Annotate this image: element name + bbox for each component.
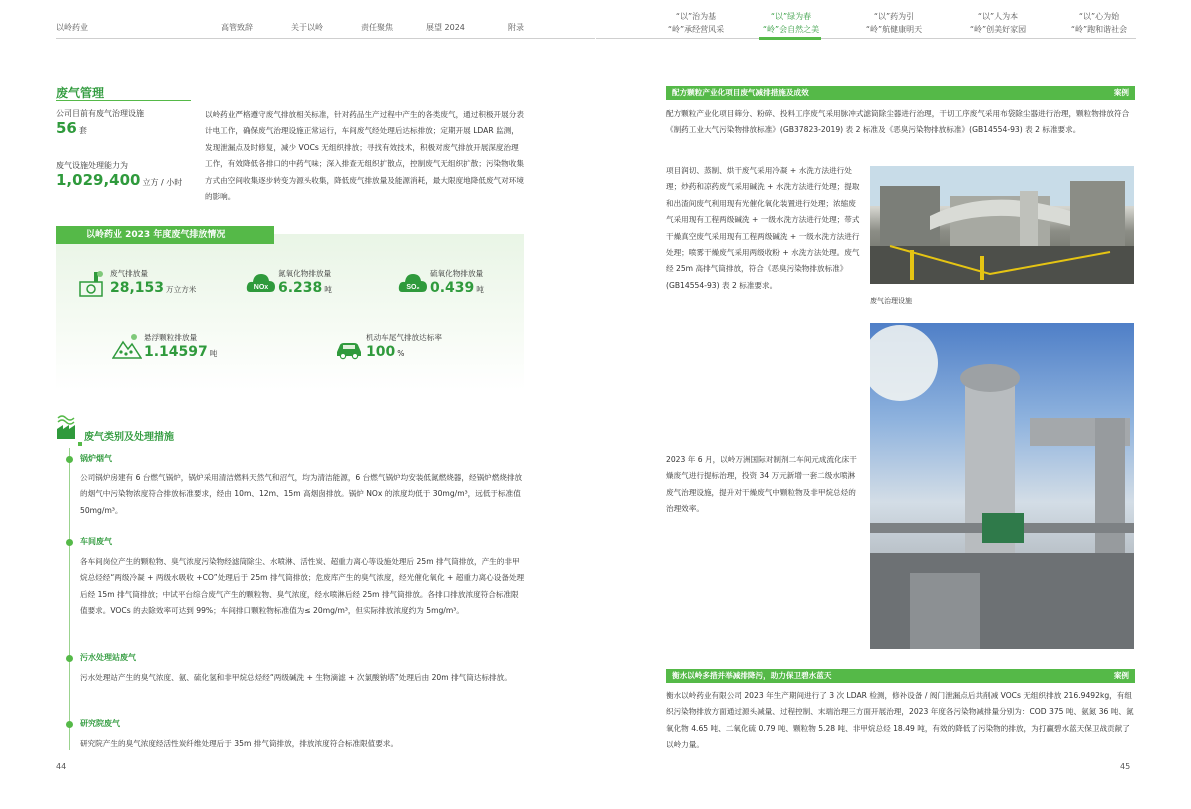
case1-detail: 项目润切、蒸制、烘干废气采用冷凝 + 水洗方法进行处理；炒药和凉药废气采用碱洗 + 水洗方法进行处理；提取和出渣间废气利用现有光催化氧化装置进行处理；浓缩废气采用现有工程两级碱洗 + 一级水洗方法进行处理；带式干燥真空废气采用现有工程两级碱洗 + 一级水洗方法进行处理；喷雾干燥废气采用两级收粉 + 水洗方法处理。废气经 25m 高排气筒排放，符合《恶臭污染物排放标准》(GB14554-93) 表 2 标准要求。 — [666, 166, 860, 290]
category-heading-marker — [78, 442, 82, 446]
category-institute-title: 研究院废气 — [80, 719, 120, 728]
factory-emission-icon — [78, 268, 108, 298]
case2-tag: 案例 — [1113, 671, 1129, 680]
car-exhaust-icon — [334, 332, 364, 362]
svg-text:SO₂: SO₂ — [406, 284, 420, 291]
emission-value: 100 — [366, 344, 396, 360]
emission-unit: 吨 — [324, 285, 332, 294]
category-workshop-title: 车间废气 — [80, 537, 112, 546]
nav-item-outlook[interactable]: 展望 2024 — [426, 23, 465, 32]
emission-value: 1.14597 — [144, 344, 208, 360]
case1-result: 2023 年 6 月，以岭万洲国际对制剂二车间元成流化床干燥废气进行提标治理，投资 34 万元新增一套二级水喷淋废气治理设施，提升对干燥废气中颗粒物及非甲烷总烃的治理效率。 — [666, 455, 857, 514]
emission-value: 28,153 — [110, 280, 165, 296]
nav-item-executive[interactable]: 高管致辞 — [221, 23, 253, 32]
timeline-dot — [66, 655, 73, 662]
chapter-tab-people[interactable]: “以”人为本 “岭”创美好家园 — [969, 12, 1027, 34]
category-boiler-text: 公司锅炉房建有 6 台燃气锅炉，锅炉采用清洁燃料天然气和沼气，均为清洁能源，6 台燃气锅炉均安装低氮燃烧器，经锅炉燃烧排放的烟气中污染物浓度符合排放标准要求，经由 10m、12m、15m 高烟囱排放。锅炉 NOx 的浓度均低于 30mg/m³，远低于标准值 50mg/m³。 — [80, 473, 523, 515]
active-chapter-indicator — [759, 37, 821, 40]
header-right — [596, 10, 1191, 40]
photo1-caption: 废气治理设施 — [870, 297, 912, 305]
nox-cloud-icon — [246, 268, 276, 298]
emission-unit: 吨 — [209, 349, 218, 358]
stat-capacity-unit: 立方 / 小时 — [142, 178, 183, 187]
particulate-mountain-icon — [112, 332, 142, 362]
timeline-dot — [66, 721, 73, 728]
spray-tower-photo-illustration — [870, 323, 1134, 649]
header-left — [56, 18, 595, 38]
svg-text:NOx: NOx — [253, 284, 269, 291]
category-title: 废气类别及处理措施 — [84, 432, 174, 443]
stat-facilities — [56, 108, 144, 137]
stat-facilities-value: 56 — [56, 119, 77, 137]
category-wastewater-title: 污水处理站废气 — [80, 653, 136, 662]
stat-facilities-unit: 套 — [78, 126, 87, 135]
case1-tag: 案例 — [1113, 88, 1129, 97]
page-left — [0, 0, 595, 809]
header-divider — [56, 38, 595, 39]
emission-unit: % — [397, 349, 405, 358]
emission-name: 废气排放量 — [110, 269, 148, 278]
photo-spray-tower — [870, 323, 1134, 649]
category-institute-text: 研究院产生的臭气浓度经活性炭纤维处理后于 35m 排气筒排放，排放浓度符合标准限值要求。 — [80, 739, 399, 748]
case1-title: 配方颗粒产业化项目废气减排措施及成效 — [672, 88, 809, 97]
page-right — [596, 0, 1191, 809]
chapter-tab-governance[interactable]: “以”治为基 “岭”承经营风采 — [667, 12, 725, 34]
chapter-tab-medicine[interactable]: “以”药为引 “岭”航健康明天 — [865, 12, 923, 34]
facility-photo-illustration — [870, 166, 1134, 284]
timeline-line — [69, 448, 70, 750]
case2-text: 衡水以岭药业有限公司 2023 年生产期间进行了 3 次 LDAR 检测，修补设备 / 阀门泄漏点后共削减 VOCs 无组织排放 216.9492kg，有组织污染物排放方面通过源头减量、过程控制、末端治理三方面开展治理，2023 年度各污染物减排量分别为：COD 375 吨、氨氮 36 吨、氮氧化物 4.65 吨、二氧化硫 0.79 吨、颗粒物 5.28 吨、非甲烷总烃 18.49 吨，有效的降低了污染物的排放，为打赢碧水蓝天保卫战贡献了以岭力量。 — [666, 691, 1134, 750]
emission-name: 机动车尾气排放达标率 — [366, 333, 442, 342]
factory-icon — [56, 412, 78, 440]
section-title: 废气管理 — [56, 86, 105, 100]
stat-facilities-label: 公司目前有废气治理设施 — [56, 109, 144, 118]
nav-item-appendix[interactable]: 附录 — [508, 23, 524, 32]
brand-label: 以岭药业 — [56, 23, 88, 32]
case2-title-bar — [666, 669, 1135, 683]
timeline-dot — [66, 539, 73, 546]
chapter-tab-green[interactable]: “以”绿为春 “岭”会自然之美 — [762, 12, 820, 34]
stat-capacity-label: 废气设施处理能力为 — [56, 161, 128, 170]
emission-unit: 万立方米 — [166, 285, 197, 294]
category-wastewater-text: 污水处理站产生的臭气浓度、氨、硫化氢和非甲烷总烃经“两级碱洗 + 生物滴滤 + 次氯酸钠塔”处理后由 20m 排气筒达标排放。 — [80, 673, 512, 682]
stat-capacity-value: 1,029,400 — [56, 171, 141, 189]
case1-intro: 配方颗粒产业化项目筛分、粉碎、投料工序废气采用脉冲式滤筒除尘器进行治理，干切工序废气采用布袋除尘器进行治理，颗粒物排放符合《制药工业大气污染物排放标准》(GB37823-2019) 表 2 标准及《恶臭污染物排放标准》(GB14554-93) 表 2 标准要求。 — [666, 109, 1130, 135]
timeline-dot — [66, 456, 73, 463]
photo-treatment-facility — [870, 166, 1134, 284]
category-boiler-title: 锅炉烟气 — [80, 454, 112, 463]
case1-title-bar — [666, 86, 1135, 100]
emission-unit: 吨 — [476, 285, 484, 294]
category-heading — [56, 412, 174, 444]
case2-title: 衡水以岭多措并举减排降污，助力保卫碧水蓝天 — [672, 671, 832, 680]
emission-value: 0.439 — [430, 280, 475, 296]
category-workshop-text: 各车间岗位产生的颗粒物、臭气浓度污染物经滤筒除尘、水喷淋、活性炭、超重力离心等设施处理后 25m 排气筒排放，产生的非甲烷总烃经“两级冷凝 + 两级水吸收 +CO”处理后于 25m 排气筒排放；危废库产生的臭气浓度，经光催化氧化 + 超重力离心设备处理后经 15m 排气筒排放；中试平台综合废气产生的颗粒物、臭气浓度，经水喷淋后经 25m 排气筒排放。各排口排放浓度符合标准限值要求。VOCs 的去除效率可达到 99%；车间排口颗粒物标准值为≤ 20mg/m³，但实际排放浓度约为 5mg/m³。 — [80, 557, 525, 616]
section-title-underline — [56, 100, 191, 101]
emission-panel-title: 以岭药业 2023 年度废气排放情况 — [56, 226, 274, 244]
emission-name: 氮氧化物排放量 — [278, 269, 332, 278]
header-divider — [596, 38, 1136, 39]
intro-paragraph: 以岭药业严格遵守废气排放相关标准，针对药品生产过程中产生的各类废气，通过积极开展分表计电工作，确保废气治理设施正常运行，车间废气经处理后达标排放；定期开展 LDAR 监测，发现泄漏点及时修复，减少 VOCs 无组织排放；寻找有效技术，积极对废气排放开展深度治理工作，有效降低各排口的中药气味；深入排查无组织扩散点，控制废气无组织扩散；污染物收集方式由空间收集逐步转变为源头收集，降低废气排放量及能源消耗，最大限度地降低废气对环境的影响。 — [205, 110, 524, 202]
page-number: 44 — [56, 762, 67, 771]
sox-cloud-icon — [398, 268, 428, 298]
stat-capacity — [56, 160, 182, 189]
nav-item-focus[interactable]: 责任聚焦 — [361, 23, 393, 32]
emission-name: 悬浮颗粒排放量 — [144, 333, 198, 342]
emission-name: 硫氧化物排放量 — [430, 269, 484, 278]
emission-value: 6.238 — [278, 280, 323, 296]
page-number: 45 — [1120, 762, 1131, 771]
emission-panel — [56, 234, 524, 390]
chapter-tab-society[interactable]: “以”心为始 “岭”跑和谐社会 — [1070, 12, 1128, 34]
nav-item-about[interactable]: 关于以岭 — [291, 23, 323, 32]
